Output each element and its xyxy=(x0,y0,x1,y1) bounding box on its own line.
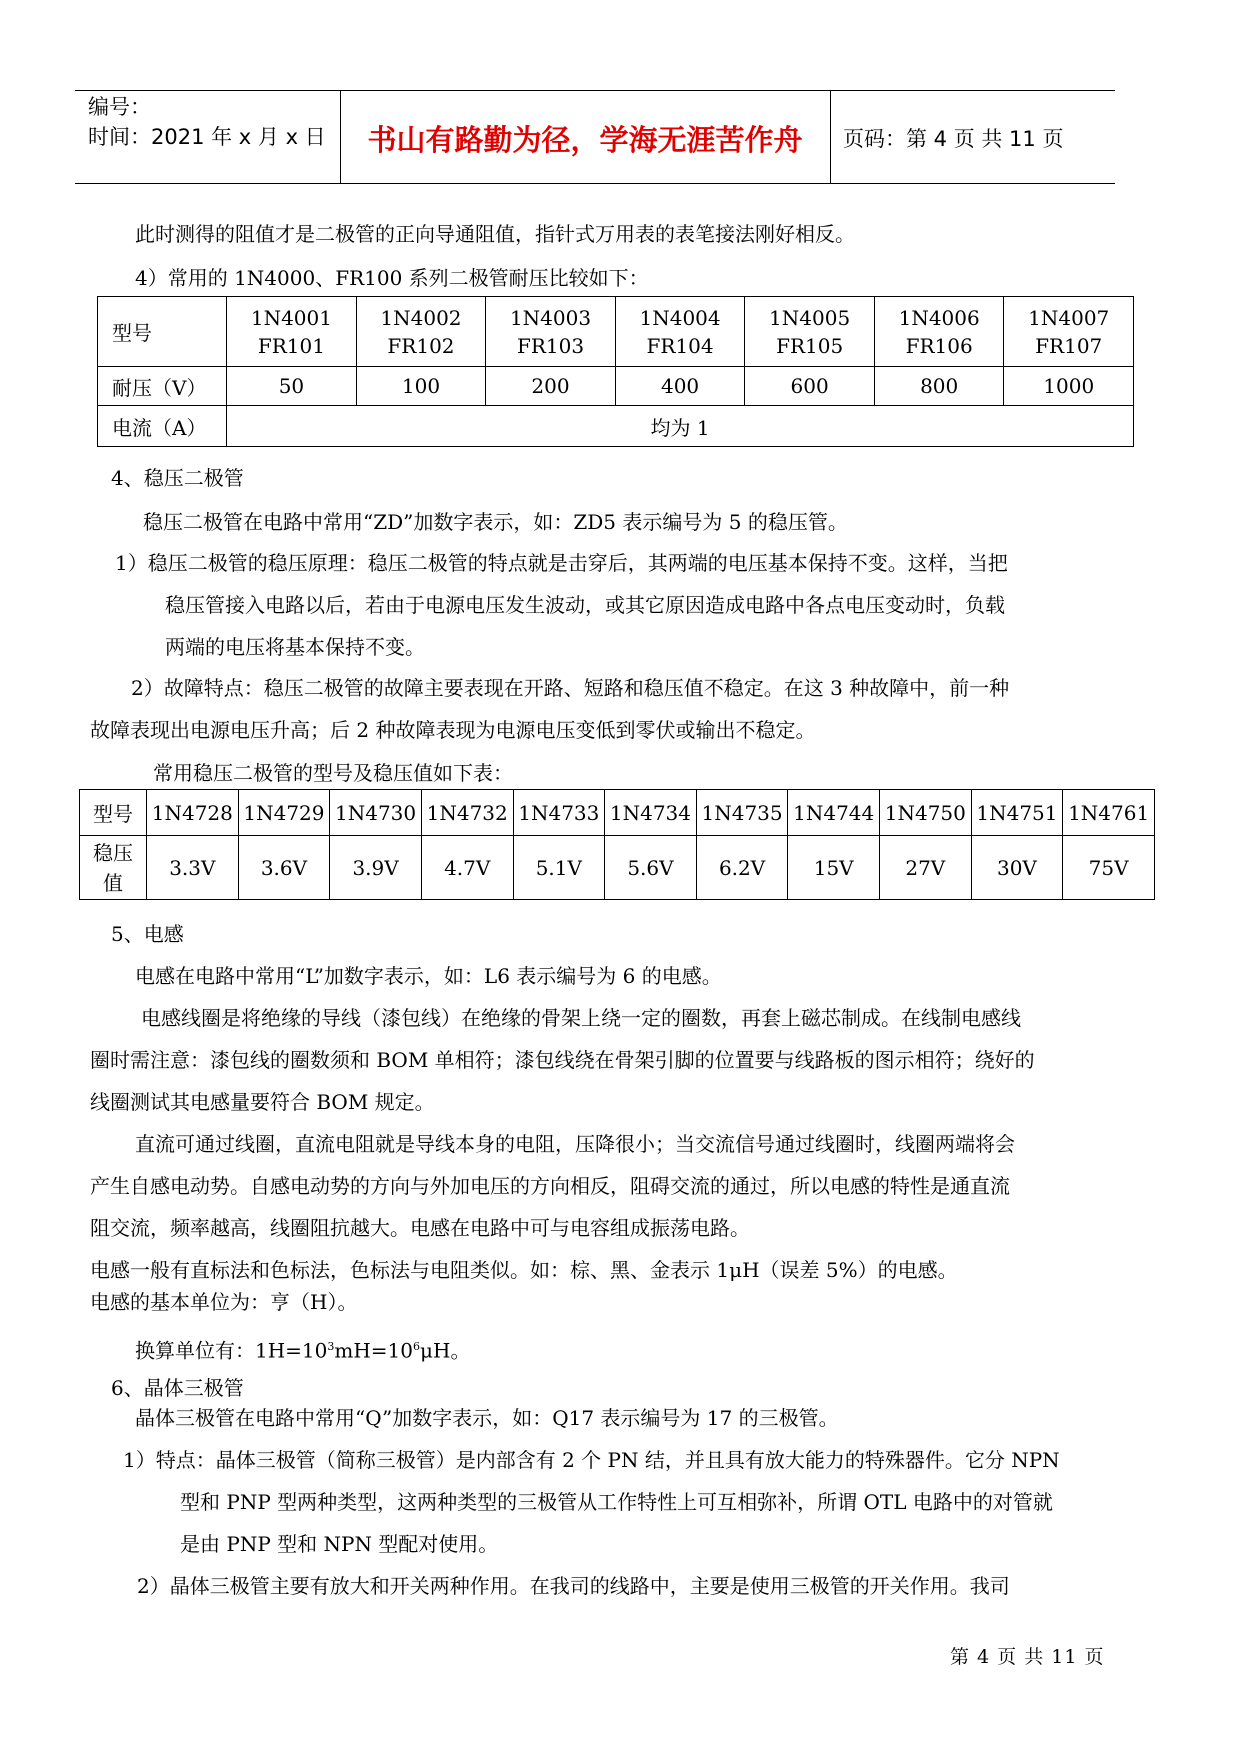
table-cell: 5.6V xyxy=(605,836,697,900)
paragraph-line: 电感一般有直标法和色标法，色标法与电阻类似。如：棕、黑、金表示 1μH（误差 5%）的电感。 xyxy=(90,1258,958,1282)
table-row xyxy=(80,790,1155,836)
table-cell: 600 xyxy=(745,367,875,406)
table-header-cell: 稳压 值 xyxy=(80,836,147,900)
table-cell: 4.7V xyxy=(421,836,513,900)
table-cell: 15V xyxy=(788,836,880,900)
paragraph-line: 晶体三极管在电路中常用“Q”加数字表示，如：Q17 表示编号为 17 的三极管。 xyxy=(135,1406,839,1430)
table-cell: 1N4004 FR104 xyxy=(615,297,745,367)
paragraph-line: 故障表现出电源电压升高；后 2 种故障表现为电源电压变低到零伏或输出不稳定。 xyxy=(90,718,816,742)
diode-voltage-table xyxy=(97,296,1134,447)
paragraph-line: 线圈测试其电感量要符合 BOM 规定。 xyxy=(90,1090,435,1114)
header-page-number: 页码：第 4 页 共 11 页 xyxy=(843,127,1064,151)
paragraph-line: 电感线圈是将绝缘的导线（漆包线）在绝缘的骨架上绕一定的圈数，再套上磁芯制成。在线制电感线 xyxy=(141,1006,1021,1030)
paragraph-line: 2）故障特点：稳压二极管的故障主要表现在开路、短路和稳压值不稳定。在这 3 种故障中，前一种 xyxy=(131,676,1010,700)
table-cell: 5.1V xyxy=(513,836,605,900)
paragraph-line: 稳压二极管在电路中常用“ZD”加数字表示，如：ZD5 表示编号为 5 的稳压管。 xyxy=(143,510,848,534)
table-cell: 1N4006 FR106 xyxy=(874,297,1004,367)
table-row xyxy=(98,406,1134,447)
table-cell: 1N4751 xyxy=(971,790,1063,836)
table-cell: 400 xyxy=(615,367,745,406)
paragraph-line: 2）晶体三极管主要有放大和开关两种作用。在我司的线路中，主要是使用三极管的开关作用。我司 xyxy=(137,1574,1010,1598)
paragraph-line: 1）特点：晶体三极管（简称三极管）是内部含有 2 个 PN 结，并且具有放大能力的特殊器件。它分 NPN xyxy=(123,1448,1060,1472)
table-cell: 1N4750 xyxy=(880,790,972,836)
table-cell: 1N4007 FR107 xyxy=(1004,297,1134,367)
table-cell: 1000 xyxy=(1004,367,1134,406)
header-divider xyxy=(830,90,831,183)
paragraph-line: 圈时需注意：漆包线的圈数须和 BOM 单相符；漆包线绕在骨架引脚的位置要与线路板的图示相符；绕好的 xyxy=(90,1048,1035,1072)
paragraph-line: 电感的基本单位为：亨（H）。 xyxy=(90,1290,358,1314)
table-cell: 1N4761 xyxy=(1063,790,1155,836)
table-header-cell: 型号 xyxy=(98,297,227,367)
section-heading: 4、稳压二极管 xyxy=(111,466,244,490)
header-motto: 书山有路勤为径，学海无涯苦作舟 xyxy=(367,123,803,157)
table-cell: 3.3V xyxy=(147,836,239,900)
table-row xyxy=(98,367,1134,406)
header-bottom-rule xyxy=(75,183,1115,184)
table-cell: 均为 1 xyxy=(227,406,1134,447)
paragraph-line: 型和 PNP 型两种类型，这两种类型的三极管从工作特性上可互相弥补，所谓 OTL 电路中的对管就 xyxy=(180,1490,1053,1514)
table-cell: 1N4744 xyxy=(788,790,880,836)
table-cell: 27V xyxy=(880,836,972,900)
header-meta xyxy=(88,92,326,152)
table-cell: 1N4733 xyxy=(513,790,605,836)
table-header-cell: 电流（A） xyxy=(98,406,227,447)
paragraph-line: 4）常用的 1N4000、FR100 系列二极管耐压比较如下： xyxy=(135,266,649,290)
table-header-cell: 耐压（V） xyxy=(98,367,227,406)
table-cell: 800 xyxy=(874,367,1004,406)
paragraph-line: 直流可通过线圈，直流电阻就是导线本身的电阻，压降很小；当交流信号通过线圈时，线圈两端将会 xyxy=(135,1132,1015,1156)
paragraph-line: 常用稳压二极管的型号及稳压值如下表： xyxy=(153,761,513,785)
table-row xyxy=(80,836,1155,900)
header-time: 时间：2021 年 x 月 x 日 xyxy=(88,125,326,149)
table-cell: 30V xyxy=(971,836,1063,900)
table-cell: 6.2V xyxy=(696,836,788,900)
paragraph-line: 两端的电压将基本保持不变。 xyxy=(165,635,425,659)
paragraph-line: 此时测得的阻值才是二极管的正向导通阻值，指针式万用表的表笔接法刚好相反。 xyxy=(135,222,855,246)
section-heading: 6、晶体三极管 xyxy=(111,1376,244,1400)
paragraph-line: 1）稳压二极管的稳压原理：稳压二极管的特点就是击穿后，其两端的电压基本保持不变。这样，当把 xyxy=(115,551,1008,575)
table-cell: 1N4002 FR102 xyxy=(356,297,486,367)
paragraph-line: 产生自感电动势。自感电动势的方向与外加电压的方向相反，阻碍交流的通过，所以电感的特性是通直流 xyxy=(90,1174,1010,1198)
table-cell: 3.6V xyxy=(238,836,330,900)
table-cell: 1N4001 FR101 xyxy=(227,297,357,367)
paragraph-line: 电感在电路中常用“L”加数字表示，如：L6 表示编号为 6 的电感。 xyxy=(135,964,722,988)
zener-voltage-table xyxy=(79,789,1155,900)
table-cell: 100 xyxy=(356,367,486,406)
header-number: 编号： xyxy=(88,95,151,119)
table-cell: 1N4730 xyxy=(330,790,422,836)
table-cell: 3.9V xyxy=(330,836,422,900)
table-cell: 1N4729 xyxy=(238,790,330,836)
table-cell: 1N4735 xyxy=(696,790,788,836)
paragraph-line: 是由 PNP 型和 NPN 型配对使用。 xyxy=(180,1532,499,1556)
paragraph-line: 稳压管接入电路以后，若由于电源电压发生波动，或其它原因造成电路中各点电压变动时，负载 xyxy=(165,593,1005,617)
table-cell: 1N4003 FR103 xyxy=(486,297,616,367)
section-heading: 5、电感 xyxy=(111,922,184,946)
table-cell: 1N4732 xyxy=(421,790,513,836)
table-cell: 1N4728 xyxy=(147,790,239,836)
table-cell: 1N4734 xyxy=(605,790,697,836)
paragraph-line: 阻交流，频率越高，线圈阻抗越大。电感在电路中可与电容组成振荡电路。 xyxy=(90,1216,750,1240)
table-header-cell: 型号 xyxy=(80,790,147,836)
table-cell: 1N4005 FR105 xyxy=(745,297,875,367)
table-cell: 50 xyxy=(227,367,357,406)
unit-conversion-line: 换算单位有：$1H=10^3mH=10^6\mu H$。 xyxy=(135,1338,471,1363)
header-top-rule xyxy=(75,90,1115,91)
table-row xyxy=(98,297,1134,367)
table-cell: 75V xyxy=(1063,836,1155,900)
table-cell: 200 xyxy=(486,367,616,406)
page-footer: 第 4 页 共 11 页 xyxy=(950,1646,1105,1668)
